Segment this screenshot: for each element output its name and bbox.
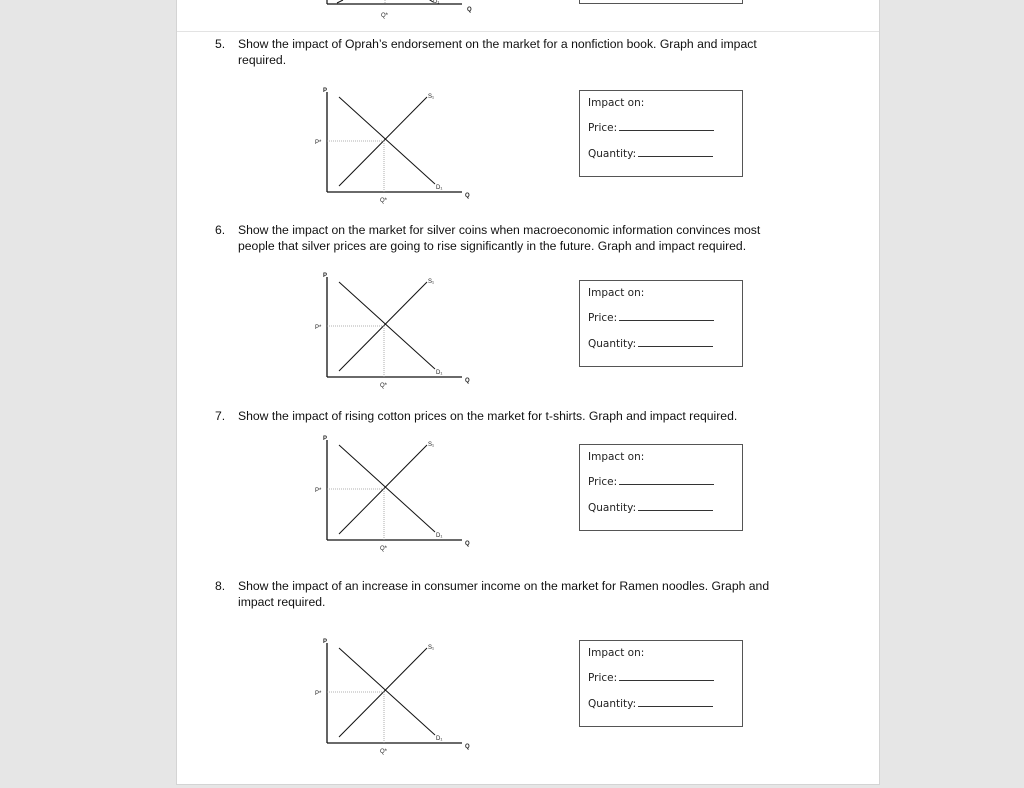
impact-box-q5-title: Impact on: [588, 97, 645, 109]
graph-q5-p-star-label: P* [315, 140, 322, 146]
graph-q6-demand-label: D₁ [436, 370, 443, 376]
graph-partial-top [317, 0, 487, 20]
impact-box-q7-quantity-label: Quantity: [588, 502, 637, 514]
impact-box-q6-quantity-label: Quantity: [588, 338, 637, 350]
graph-q7-supply-curve [339, 445, 427, 534]
graph-q5-p-axis-label: P [323, 88, 328, 94]
graph-q5-q-star-label: Q* [380, 198, 388, 204]
impact-box-q5-price-label: Price: [588, 122, 618, 134]
impact-box-q8-price-label: Price: [588, 672, 618, 684]
graph-q6-p-axis-label: P [323, 273, 328, 279]
impact-box-q7-title: Impact on: [588, 451, 645, 463]
graph-q5-supply-label: S₁ [428, 94, 435, 100]
graph-q8-supply-curve [339, 648, 427, 737]
question-5-text: Show the impact of Oprah’s endorsement on the market for a nonfiction book. Graph and impact required. [238, 37, 757, 67]
impact-box-q7-price-blank[interactable] [619, 483, 714, 485]
graph-q8-q-star-label: Q* [380, 749, 388, 755]
graph-partial-q-star: Q* [381, 13, 389, 19]
impact-box-q5-quantity-blank[interactable] [638, 155, 713, 157]
impact-box-q6-price-label: Price: [588, 312, 618, 324]
graph-q5-q-axis-label: Q [465, 193, 470, 199]
impact-box-q8-quantity-blank[interactable] [638, 705, 713, 707]
graph-q5-supply-curve [339, 97, 427, 186]
graph-q7-q-star-label: Q* [380, 546, 388, 552]
impact-box-q6[interactable] [579, 280, 743, 367]
graph-q8-q-axis-label: Q [465, 744, 470, 750]
graph-q6 [307, 267, 477, 392]
question-8-text: Show the impact of an increase in consumer income on the market for Ramen noodles. Graph and impact required. [238, 579, 770, 609]
graph-q6-supply-label: S₁ [428, 279, 435, 285]
graph-q8-demand-label: D₁ [436, 736, 443, 742]
question-6-text: Show the impact on the market for silver coins when macroeconomic information convinces most people that silver prices are going to rise significantly in the future. Graph and impact required. [238, 223, 761, 253]
graph-q8 [307, 633, 477, 758]
graph-q6-q-axis-label: Q [465, 378, 470, 384]
impact-box-q6-quantity-blank[interactable] [638, 345, 713, 347]
graph-q7-q-axis-label: Q [465, 541, 470, 547]
worksheet-page [176, 0, 880, 785]
graph-q6-q-star-label: Q* [380, 383, 388, 389]
graph-q7-p-star-label: P* [315, 488, 322, 494]
impact-box-q7-quantity-blank[interactable] [638, 509, 713, 511]
graph-q8-p-star-label: P* [315, 691, 322, 697]
graph-partial-q-axis: Q [467, 7, 472, 13]
impact-box-q8-title: Impact on: [588, 647, 645, 659]
question-7-text: Show the impact of rising cotton prices on the market for t-shirts. Graph and impact required. [238, 409, 738, 423]
impact-box-q8-quantity-label: Quantity: [588, 698, 637, 710]
impact-box-q5-quantity-label: Quantity: [588, 148, 637, 160]
graph-q6-p-star-label: P* [315, 325, 322, 331]
page-divider [177, 31, 879, 32]
impact-box-q8-price-blank[interactable] [619, 679, 714, 681]
question-7-number: 7. [215, 409, 226, 423]
graph-q7-supply-label: S₁ [428, 442, 435, 448]
impact-box-partial-top [579, 0, 743, 4]
question-6-number: 6. [215, 223, 226, 237]
impact-box-q6-price-blank[interactable] [619, 319, 714, 321]
graph-q7-demand-label: D₁ [436, 533, 443, 539]
graph-q7-p-axis-label: P [323, 436, 328, 442]
impact-box-q7[interactable] [579, 444, 743, 531]
question-5-number: 5. [215, 37, 226, 51]
impact-box-q5-price-blank[interactable] [619, 129, 714, 131]
graph-q8-p-axis-label: P [323, 639, 328, 645]
graph-q5 [307, 82, 477, 207]
impact-box-q5[interactable] [579, 90, 743, 177]
graph-q5-demand-label: D₁ [436, 185, 443, 191]
graph-q7 [307, 430, 477, 555]
graph-q8-supply-label: S₁ [428, 645, 435, 651]
graph-partial-demand-label: D₁ [433, 0, 440, 5]
impact-box-q7-price-label: Price: [588, 476, 618, 488]
graph-q6-supply-curve [339, 282, 427, 371]
impact-box-q6-title: Impact on: [588, 287, 645, 299]
question-8-number: 8. [215, 579, 226, 593]
impact-box-q8[interactable] [579, 640, 743, 727]
